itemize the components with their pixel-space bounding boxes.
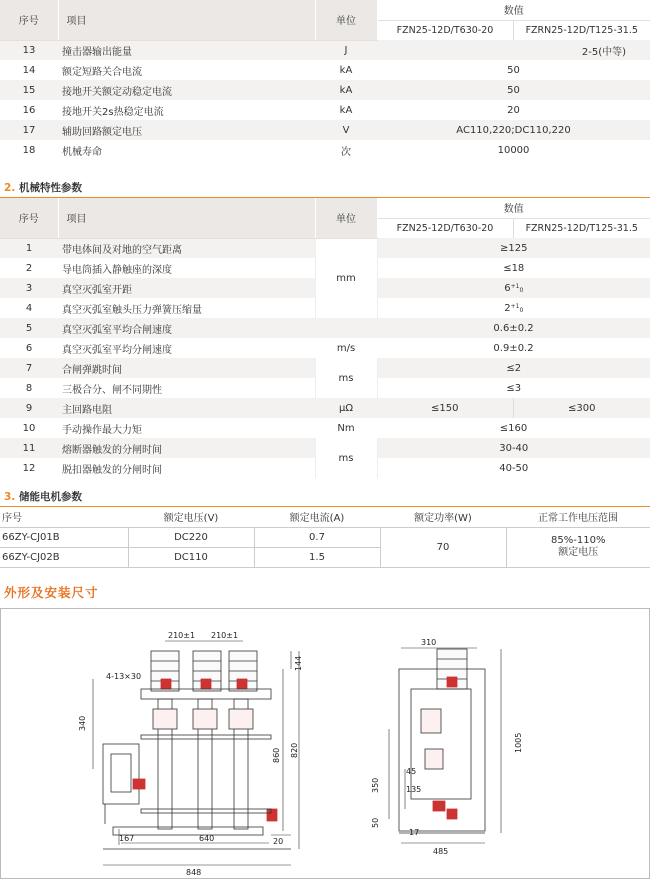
dim-label: 210±1: [211, 631, 239, 640]
cell-value: ≤18: [377, 258, 650, 278]
table-1: [0, 0, 650, 160]
cell-item: 真空灭弧室开距: [58, 278, 315, 298]
cell-value: 20: [377, 100, 650, 120]
cell-item: 辅助回路额定电压: [58, 120, 315, 140]
cell-current: 1.5: [254, 547, 380, 567]
cell-item: 真空灭弧室平均合闸速度: [58, 318, 315, 338]
cell-unit: [315, 318, 377, 338]
cell-unit: kA: [315, 60, 377, 80]
cell-seq: 3: [0, 278, 58, 298]
header-model-b: FZRN25-12D/T125-31.5: [513, 218, 650, 238]
cell-unit: kA: [315, 80, 377, 100]
dim-label: 350: [371, 777, 380, 793]
table-row: [0, 80, 650, 100]
section-2-heading: [4, 180, 82, 195]
dim-label: 485: [433, 847, 449, 856]
table-row: [0, 338, 650, 358]
header-value: 数值: [377, 0, 650, 20]
cell-seq: 2: [0, 258, 58, 278]
cell-item: 熔断器触发的分闸时间: [58, 438, 315, 458]
table-row: [0, 60, 650, 80]
cell-current: 0.7: [254, 527, 380, 547]
header-item: 项目: [58, 0, 315, 40]
dim-label: 17: [409, 828, 420, 837]
header-power: 额定功率(W): [414, 513, 472, 525]
cell-value: ≥125: [377, 238, 650, 258]
table-row: [0, 358, 650, 378]
cell-item: 真空灭弧室触头压力弹簧压缩量: [58, 298, 315, 318]
cell-seq: 18: [0, 140, 58, 160]
cell-item: 接地开关额定动稳定电流: [58, 80, 315, 100]
dim-label: 820: [290, 742, 299, 758]
dim-label: 848: [186, 868, 202, 877]
cell-item: 手动操作最大力矩: [58, 418, 315, 438]
header-range: 正常工作电压范围: [538, 513, 618, 525]
cell-unit-merged: ms: [315, 438, 377, 478]
cell-power: 70: [380, 527, 506, 567]
table-row: [0, 40, 650, 60]
header-model-a: FZN25-12D/T630-20: [377, 20, 513, 40]
cell-item: 导电筒插入静触座的深度: [58, 258, 315, 278]
cell-item: 合闸弹跳时间: [58, 358, 315, 378]
cell-value: [377, 278, 650, 298]
cell-item: 三极合分、闸不同期性: [58, 378, 315, 398]
cell-seq: 4: [0, 298, 58, 318]
cell-unit: V: [315, 120, 377, 140]
cell-item: 真空灭弧室平均分闸速度: [58, 338, 315, 358]
section-number: 3.: [4, 491, 16, 503]
cell-seq: 10: [0, 418, 58, 438]
cell-item: 脱扣器触发的分闸时间: [58, 458, 315, 478]
header-value: 数值: [377, 198, 650, 218]
cell-unit: Nm: [315, 418, 377, 438]
table-row: [0, 100, 650, 120]
cell-value: ≤2: [377, 358, 650, 378]
cell-value: 30-40: [377, 438, 650, 458]
cell-item: 机械寿命: [58, 140, 315, 160]
cell-seq: 16: [0, 100, 58, 120]
dim-label: 640: [199, 834, 215, 843]
header-item: 项目: [58, 198, 315, 238]
cell-item: 接地开关2s热稳定电流: [58, 100, 315, 120]
outline-title: 外形及安装尺寸: [4, 585, 99, 600]
table-row: [0, 318, 650, 338]
section-title: 储能电机参数: [18, 491, 82, 503]
cell-seq: 8: [0, 378, 58, 398]
dim-label: 860: [272, 747, 281, 763]
table-row: [0, 527, 650, 547]
section-number: 2.: [4, 182, 16, 194]
cell-range: [506, 527, 650, 567]
cell-model: 66ZY-CJ02B: [0, 547, 128, 567]
dim-label: 1005: [514, 732, 523, 753]
table-row: [0, 120, 650, 140]
dim-label: 210±1: [168, 631, 196, 640]
dim-label: 135: [406, 785, 422, 794]
cell-item: 带电体间及对地的空气距离: [58, 238, 315, 258]
cell-value: AC110,220;DC110,220: [377, 120, 650, 140]
header-model-b: FZRN25-12D/T125-31.5: [513, 20, 650, 40]
cell-unit: 次: [315, 140, 377, 160]
cell-unit: m/s: [315, 338, 377, 358]
cell-seq: 5: [0, 318, 58, 338]
dim-label: 50: [371, 817, 380, 828]
header-model: 序号: [2, 513, 22, 525]
cell-value: 0.9±0.2: [377, 338, 650, 358]
cell-unit: J: [315, 40, 377, 60]
table-row: [0, 238, 650, 258]
dim-label: 310: [421, 638, 437, 647]
cell-item: 主回路电阻: [58, 398, 315, 418]
cell-item: 撞击器输出能量: [58, 40, 315, 60]
value-main: 6: [504, 282, 511, 294]
cell-seq: 1: [0, 238, 58, 258]
header-unit: 单位: [315, 0, 377, 40]
header-current: 额定电流(A): [289, 513, 345, 525]
cell-seq: 17: [0, 120, 58, 140]
cell-seq: 15: [0, 80, 58, 100]
value-sup: +1: [510, 302, 520, 310]
table-row: [0, 140, 650, 160]
dim-label: 144: [294, 655, 303, 671]
header-voltage: 额定电压(V): [163, 513, 219, 525]
section-title: 机械特性参数: [18, 182, 82, 194]
dim-label: 167: [119, 834, 135, 843]
cell-value: ≤160: [377, 418, 650, 438]
cell-seq: 9: [0, 398, 58, 418]
cell-unit-merged: mm: [315, 238, 377, 318]
cell-voltage: DC110: [128, 547, 254, 567]
cell-model: 66ZY-CJ01B: [0, 527, 128, 547]
cell-seq: 13: [0, 40, 58, 60]
range-line-2: 额定电压: [558, 547, 599, 558]
cell-seq: 12: [0, 458, 58, 478]
range-line-1: 85%-110%: [551, 535, 606, 546]
table-row: [0, 418, 650, 438]
value-sub: 0: [519, 306, 524, 314]
value-main: 2: [504, 302, 511, 314]
cell-value-b: ≤300: [513, 398, 650, 418]
header-seq: 序号: [0, 0, 58, 40]
cell-unit-merged: ms: [315, 358, 377, 398]
cell-value: 10000: [377, 140, 650, 160]
value-sub: 0: [519, 286, 524, 294]
cell-value: ≤3: [377, 378, 650, 398]
table-row: [0, 398, 650, 418]
cell-seq: 14: [0, 60, 58, 80]
header-seq: 序号: [0, 198, 58, 238]
cell-seq: 11: [0, 438, 58, 458]
table-row: [0, 438, 650, 458]
cell-unit: kA: [315, 100, 377, 120]
cell-seq: 7: [0, 358, 58, 378]
dim-label: 340: [78, 715, 87, 731]
table-3: [0, 507, 650, 568]
cell-value: 40-50: [377, 458, 650, 478]
outline-drawing-svg: [1, 609, 650, 879]
cell-value: 50: [377, 80, 650, 100]
cell-value: [377, 298, 650, 318]
dim-label: 4-13×30: [106, 672, 142, 681]
side-view: [399, 649, 485, 833]
dim-label: 45: [406, 767, 417, 776]
header-unit: 单位: [315, 198, 377, 238]
header-model-a: FZN25-12D/T630-20: [377, 218, 513, 238]
dim-label: 20: [273, 837, 284, 846]
section-3-heading: [4, 489, 82, 504]
cell-unit: μΩ: [315, 398, 377, 418]
cell-value: 50: [377, 60, 650, 80]
table-2: [0, 198, 650, 478]
value-sup: +1: [510, 282, 520, 290]
cell-value-a: ≤150: [377, 398, 513, 418]
cell-value: 0.6±0.2: [377, 318, 650, 338]
cell-seq: 6: [0, 338, 58, 358]
cell-item: 额定短路关合电流: [58, 60, 315, 80]
cell-value: 2-5(中等): [377, 40, 650, 60]
cell-voltage: DC220: [128, 527, 254, 547]
dimension-drawing: [0, 608, 650, 879]
